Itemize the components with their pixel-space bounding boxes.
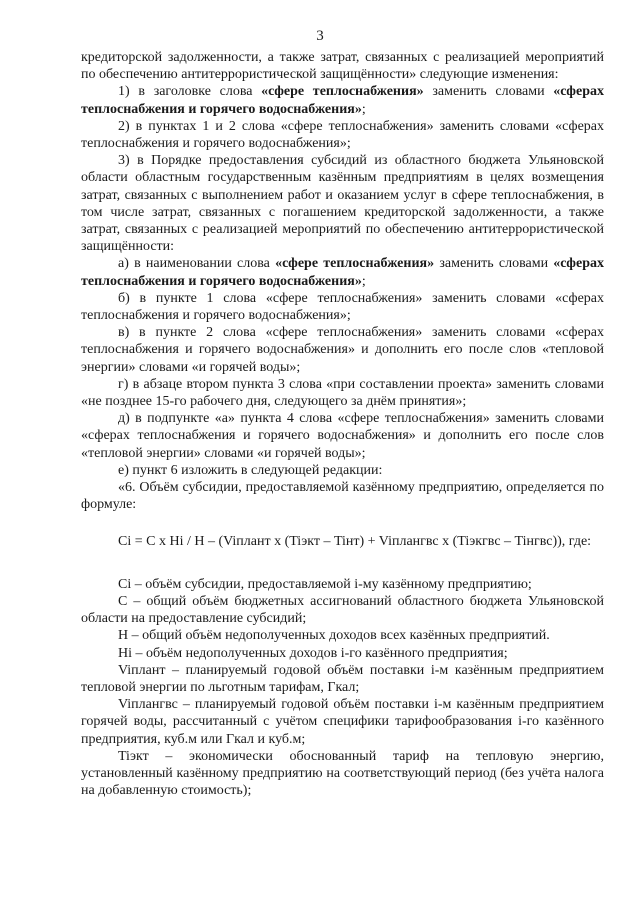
- subitem-a-bold-new: «сферах теплоснабжения и горячего водоснабжения»: [81, 256, 604, 289]
- subsidy-formula: Ci = C x Hi / H – (Viплант x (Tiэкт – Tiнт) + Viплангвс x (Tiэкгвс – Tiнгвс)), где:: [118, 534, 592, 550]
- definition-viplant: Viплант – планируемый годовой объём поставки i-м казённым предприятием тепловой энергии по льготным тарифам, Гкал;: [81, 662, 604, 695]
- item-1-pre: 1) в заголовке слова: [118, 84, 262, 100]
- spacer: [81, 551, 604, 576]
- document-body: [81, 49, 604, 799]
- item-1-bold-new: «сферах теплоснабжения и горячего водоснабжения»: [81, 84, 604, 117]
- definition-c: С – общий объём бюджетных ассигнований областного бюджета Ульяновской области на предоставление субсидий;: [81, 593, 604, 627]
- definition-viplangvs: Viплангвс – планируемый годовой объём поставки i-м казённым предприятием горячей воды, рассчитанный с учётом специфики тарифообразования i-го казённого предприятия, куб.м или Гкал и куб.м;: [81, 697, 604, 747]
- subitem-a-post: ;: [361, 273, 366, 289]
- paragraph-item-1: [81, 83, 604, 117]
- page-number: 3: [316, 28, 324, 44]
- paragraph-item-3: 3) в Порядке предоставления субсидий из областного бюджета Ульяновской области областным государственным казённым предприятиям в целях возмещения затрат, связанных с выполнением работ и оказанием услуг в сфере теплоснабжения, в том числе затрат, связанных с погашением кредиторской задолженности, а также затрат, связанных с реализацией мероприятий по обеспечению антитеррористической защищённости:: [81, 153, 604, 255]
- item-1-bold-old: «сфере теплоснабжения»: [261, 84, 424, 100]
- paragraph-subitem-v: в) в пункте 2 слова «сфере теплоснабжения» заменить словами «сферах теплоснабжения и горячего водоснабжения» и дополнить его после слов «тепловой энергии» словами «и горячей воды»;: [81, 325, 604, 375]
- spacer: [81, 513, 604, 533]
- paragraph-subitem-g: г) в абзаце втором пункта 3 слова «при составлении проекта» заменить словами «не позднее 15-го рабочего дня, следующего за днём принятия»;: [81, 376, 604, 410]
- definition-ci: Ci – объём субсидии, предоставляемой i-му казённому предприятию;: [118, 576, 532, 592]
- definition-hi: Hi – объём недополученных доходов i-го казённого предприятия;: [118, 645, 508, 661]
- paragraph-subitem-a: [81, 255, 604, 289]
- subitem-a-pre: а) в наименовании слова: [118, 256, 276, 272]
- paragraph-item-2: 2) в пунктах 1 и 2 слова «сфере теплоснабжения» заменить словами «сферах теплоснабжения и горячего водоснабжения»;: [81, 118, 604, 152]
- subitem-a-mid: заменить словами: [434, 256, 554, 272]
- subitem-a-bold-old: «сфере теплоснабжения»: [275, 256, 435, 272]
- definition-tiekt: Tiэкт – экономически обоснованный тариф на тепловую энергию, установленный казённому предприятию на соответствующий период (без учёта налога на добавленную стоимость);: [81, 748, 604, 799]
- definition-h: Н – общий объём недополученных доходов всех казённых предприятий.: [118, 628, 550, 644]
- paragraph-intro: кредиторской задолженности, а также затрат, связанных с реализацией мероприятий по обеспечению антитеррористической защищённости» следующие изменения:: [81, 50, 604, 83]
- paragraph-subitem-b: б) в пункте 1 слова «сфере теплоснабжения» заменить словами «сферах теплоснабжения и горячего водоснабжения»;: [81, 290, 604, 324]
- paragraph-subitem-e: е) пункт 6 изложить в следующей редакции:: [118, 462, 383, 478]
- item-1-post: ;: [361, 101, 366, 117]
- paragraph-subitem-d: д) в подпункте «а» пункта 4 слова «сфере теплоснабжения» заменить словами «сферах теплоснабжения и горячего водоснабжения» и дополнить его после слов «тепловой энергии» словами «и горячей воды»;: [81, 411, 604, 461]
- paragraph-point-6: «6. Объём субсидии, предоставляемой казённому предприятию, определяется по формуле:: [81, 480, 604, 513]
- item-1-mid: заменить словами: [423, 84, 554, 100]
